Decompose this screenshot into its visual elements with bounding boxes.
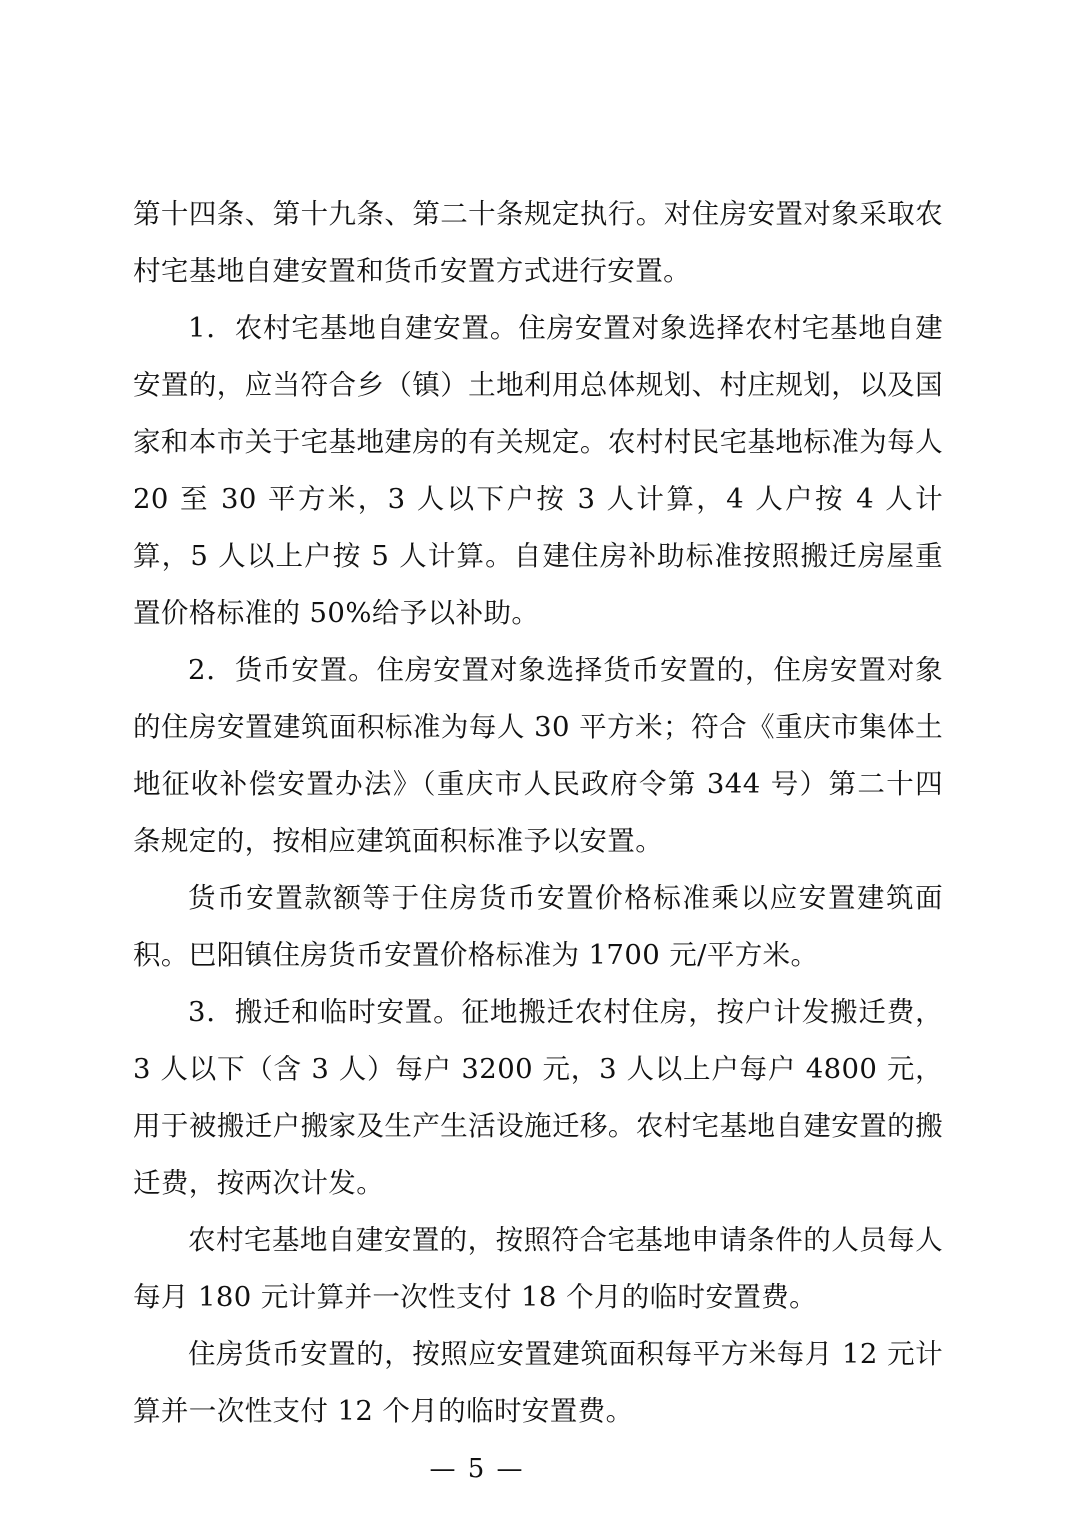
document-body — [133, 186, 943, 1440]
paragraph-2: 1．农村宅基地自建安置。住房安置对象选择农村宅基地自建安置的，应当符合乡（镇）土地利用总体规划、村庄规划，以及国家和本市关于宅基地建房的有关规定。农村村民宅基地标准为每人 20 至 30 平方米，3 人以下户按 3 人计算，4 人户按 4 人计算，5 人以上户按 5 人计算。自建住房补助标准按照搬迁房屋重置价格标准的 50%给予以补助。 — [133, 312, 943, 629]
paragraph-4: 货币安置款额等于住房货币安置价格标准乘以应安置建筑面积。巴阳镇住房货币安置价格标准为 1700 元/平方米。 — [133, 882, 943, 971]
paragraph-1: 第十四条、第十九条、第二十条规定执行。对住房安置对象采取农村宅基地自建安置和货币安置方式进行安置。 — [133, 198, 943, 287]
page-number: — 5 — — [429, 1454, 525, 1484]
paragraph-6: 农村宅基地自建安置的，按照符合宅基地申请条件的人员每人每月 180 元计算并一次性支付 18 个月的临时安置费。 — [133, 1224, 943, 1313]
paragraph-7: 住房货币安置的，按照应安置建筑面积每平方米每月 12 元计算并一次性支付 12 个月的临时安置费。 — [133, 1338, 943, 1427]
paragraph-3: 2．货币安置。住房安置对象选择货币安置的，住房安置对象的住房安置建筑面积标准为每人 30 平方米；符合《重庆市集体土地征收补偿安置办法》（重庆市人民政府令第 344 号）第二十四条规定的，按相应建筑面积标准予以安置。 — [133, 654, 943, 857]
paragraph-5: 3．搬迁和临时安置。征地搬迁农村住房，按户计发搬迁费，3 人以下（含 3 人）每户 3200 元，3 人以上户每户 4800 元，用于被搬迁户搬家及生产生活设施迁移。农村宅基地自建安置的搬迁费，按两次计发。 — [133, 996, 943, 1199]
